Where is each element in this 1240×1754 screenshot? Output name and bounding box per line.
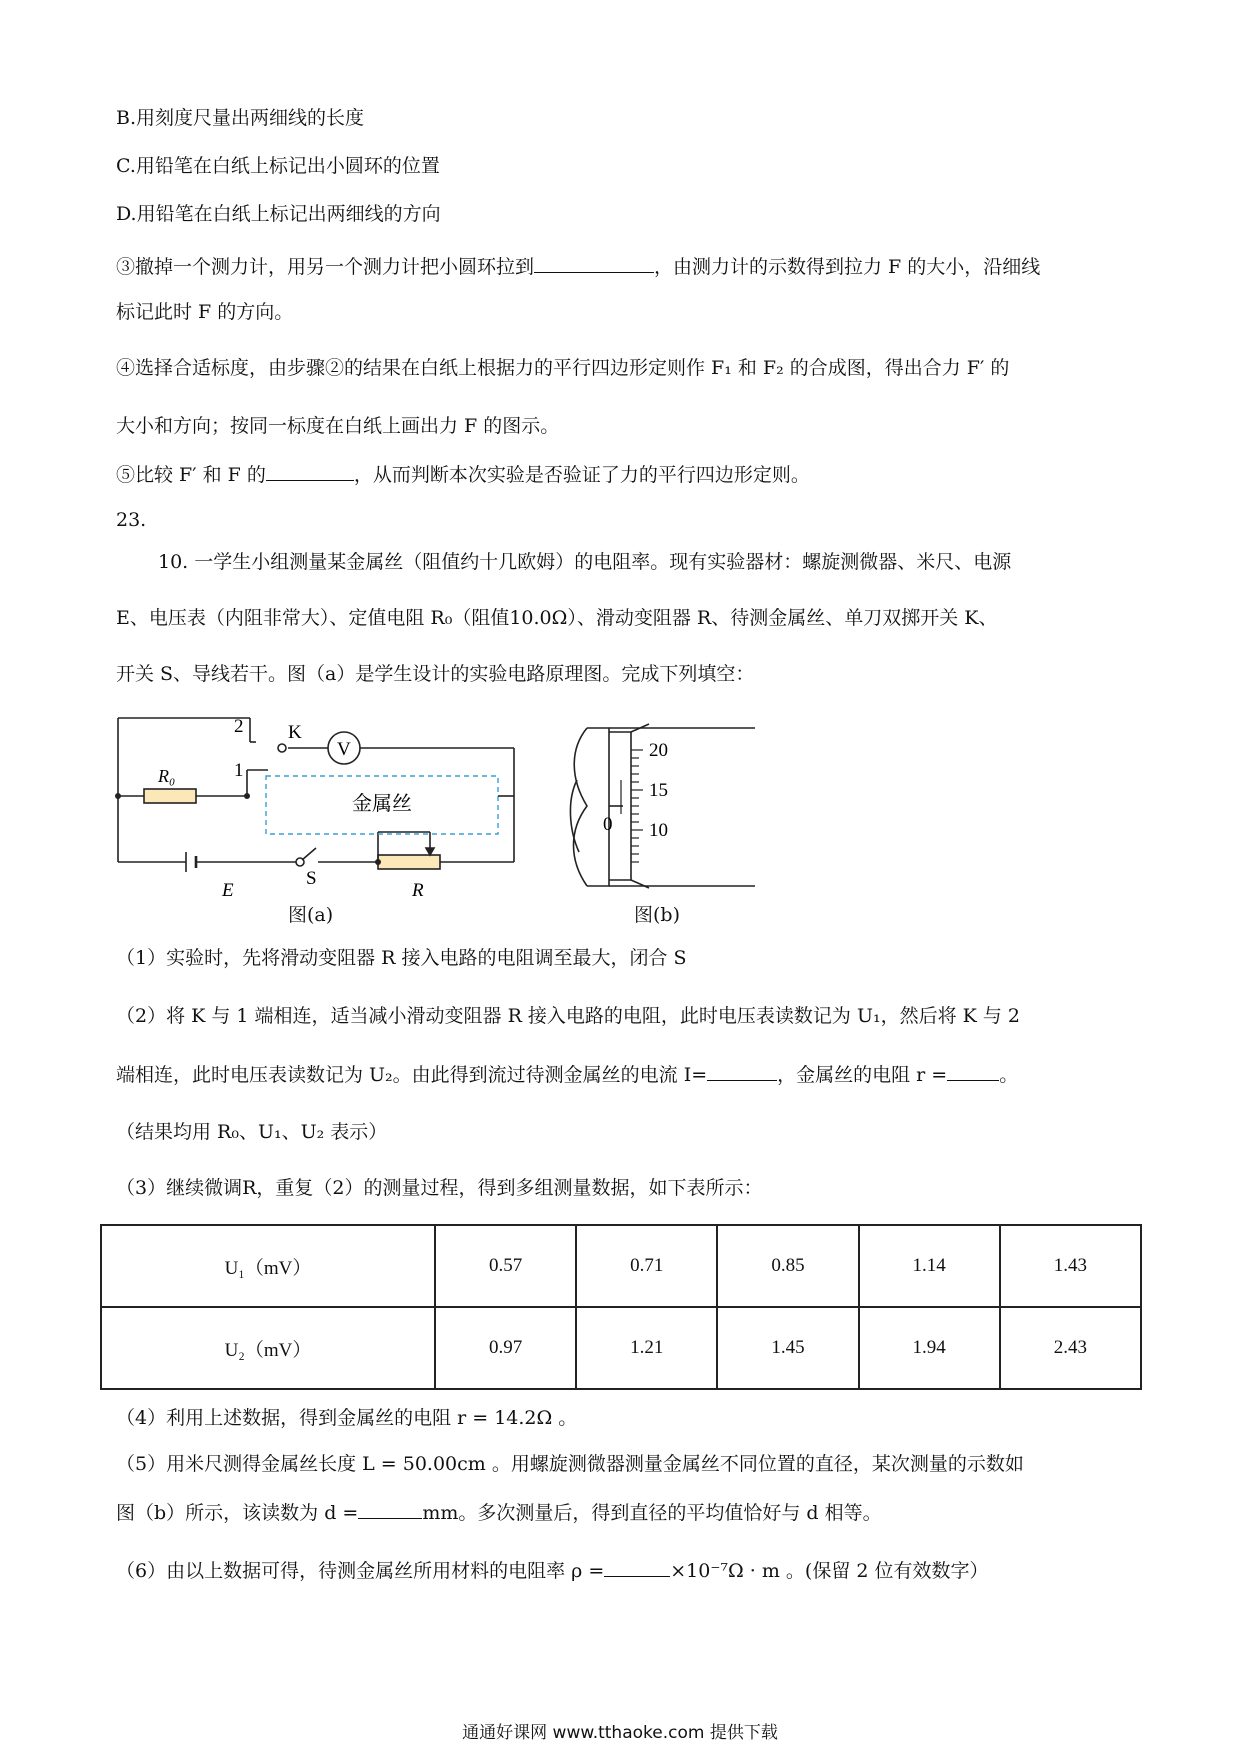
option-d: D.用铅笔在白纸上标记出两细线的方向 — [116, 203, 441, 225]
question-10-line-2: E、电压表（内阻非常大）、定值电阻 R₀（阻值10.0Ω）、滑动变阻器 R、待测金属丝、单刀双掷开关 K、 — [116, 607, 998, 629]
step-5: ⑤比较 F′ 和 F 的 ，从而判断本次实验是否验证了力的平行四边形定则。 — [116, 460, 1136, 489]
row-label: U₂（mV） — [101, 1307, 435, 1389]
r0-label: R₀ — [158, 766, 176, 786]
current-answer-blank[interactable] — [707, 1060, 777, 1081]
question-10-line-1: 10. 一学生小组测量某金属丝（阻值约十几欧姆）的电阻率。现有实验器材：螺旋测微器、米尺、电源 — [158, 551, 1012, 573]
switch-s-label: S — [306, 868, 317, 889]
step-4-line-2: 大小和方向；按同一标度在白纸上画出力 F 的图示。 — [116, 415, 560, 437]
switch-k-label: K — [288, 722, 302, 743]
table-row — [101, 1225, 1141, 1307]
question-number-23: 23. — [116, 509, 147, 531]
part-2-line-2: 端相连，此时电压表读数记为 U₂。由此得到流过待测金属丝的电流 I= ，金属丝的电阻 r = 。 — [116, 1060, 1136, 1089]
table-cell: 0.57 — [435, 1225, 576, 1307]
part-2-line-1: （2）将 K 与 1 端相连，适当减小滑动变阻器 R 接入电路的电阻，此时电压表读数记为 U₁，然后将 K 与 2 — [116, 1005, 1020, 1027]
part-5-line-2: 图（b）所示，该读数为 d = mm。多次测量后，得到直径的平均值恰好与 d 相等。 — [116, 1498, 1136, 1527]
table-cell: 0.71 — [576, 1225, 717, 1307]
table-cell: 0.97 — [435, 1307, 576, 1389]
table-cell: 1.45 — [717, 1307, 858, 1389]
figure-a-caption: 图(a) — [288, 904, 334, 926]
resistivity-answer-blank[interactable] — [604, 1556, 670, 1577]
measurement-table — [100, 1224, 1142, 1390]
table-cell: 0.85 — [717, 1225, 858, 1307]
voltmeter-label: V — [337, 739, 351, 760]
row-label: U₁（mV） — [101, 1225, 435, 1307]
micrometer-diagram — [565, 720, 775, 895]
option-b: B.用刻度尺量出两细线的长度 — [116, 107, 365, 129]
table-row — [101, 1307, 1141, 1389]
question-10-line-3: 开关 S、导线若干。图（a）是学生设计的实验电路原理图。完成下列填空： — [116, 663, 755, 685]
table-cell: 2.43 — [1000, 1307, 1141, 1389]
metal-wire-label: 金属丝 — [352, 793, 412, 815]
part-3: （3）继续微调R，重复（2）的测量过程，得到多组测量数据，如下表所示： — [116, 1177, 763, 1199]
table-cell: 1.14 — [859, 1225, 1000, 1307]
step-4-line-1: ④选择合适标度，由步骤②的结果在白纸上根据力的平行四边形定则作 F₁ 和 F₂ 的合成图，得出合力 F′ 的 — [116, 357, 1010, 379]
thimble-tick-20: 20 — [649, 740, 668, 761]
option-c: C.用铅笔在白纸上标记出小圆环的位置 — [116, 155, 440, 177]
terminal-2-label: 2 — [234, 716, 244, 737]
step-3-line-1: ③撤掉一个测力计，用另一个测力计把小圆环拉到 ，由测力计的示数得到拉力 F 的大小，沿细线 — [116, 252, 1136, 281]
answer-blank[interactable] — [266, 460, 354, 481]
circuit-diagram — [110, 708, 530, 901]
part-1: （1）实验时，先将滑动变阻器 R 接入电路的电阻调至最大，闭合 S — [116, 947, 687, 969]
table-cell: 1.21 — [576, 1307, 717, 1389]
rheostat-r-label: R — [412, 880, 424, 901]
diameter-answer-blank[interactable] — [358, 1498, 422, 1519]
part-2-note: （结果均用 R₀、U₁、U₂ 表示） — [116, 1121, 388, 1143]
battery-e-label: E — [222, 880, 234, 901]
thimble-scale — [621, 750, 643, 862]
answer-blank[interactable] — [534, 252, 654, 273]
part-4: （4）利用上述数据，得到金属丝的电阻 r = 14.2Ω 。 — [116, 1407, 578, 1429]
sleeve-zero-label: 0 — [603, 814, 613, 835]
figure-b-caption: 图(b) — [634, 904, 680, 926]
thimble-tick-15: 15 — [649, 780, 668, 801]
page-footer: 通通好课网 www.tthaoke.com 提供下载 — [462, 1723, 778, 1743]
table-cell: 1.43 — [1000, 1225, 1141, 1307]
resistance-answer-blank[interactable] — [947, 1060, 999, 1081]
table-cell: 1.94 — [859, 1307, 1000, 1389]
terminal-1-label: 1 — [234, 760, 244, 781]
part-5-line-1: （5）用米尺测得金属丝长度 L = 50.00cm 。用螺旋测微器测量金属丝不同位置的直径，某次测量的示数如 — [116, 1453, 1024, 1475]
thimble-tick-10: 10 — [649, 820, 668, 841]
step-3-line-2: 标记此时 F 的方向。 — [116, 301, 294, 323]
part-6: （6）由以上数据可得，待测金属丝所用材料的电阻率 ρ = ×10⁻⁷Ω · m 。(保留 2 位有效数字） — [116, 1556, 1136, 1585]
